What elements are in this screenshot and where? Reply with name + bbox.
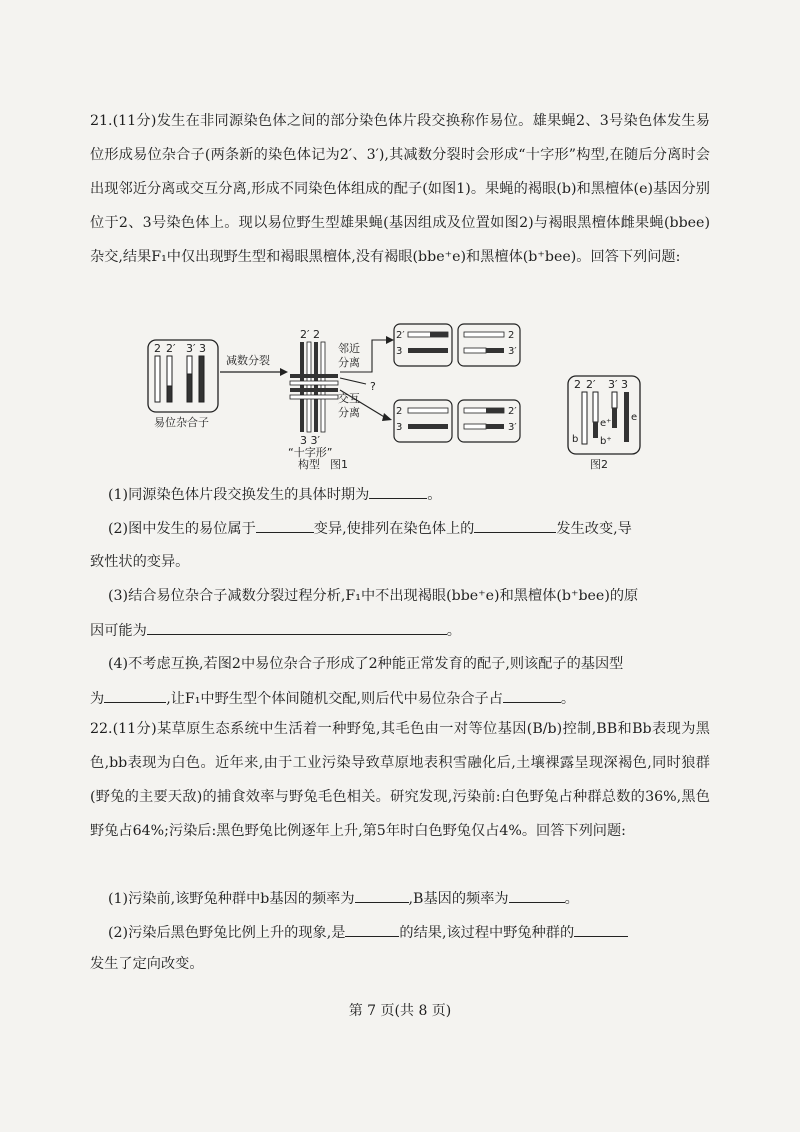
alternate-label: 分离: [338, 406, 360, 419]
q21-2-cont: 致性状的变异。: [90, 554, 190, 570]
cross-bottom-label: 3 3′: [300, 434, 320, 447]
gamete-label: 3′: [508, 346, 517, 357]
chromosome: [167, 356, 172, 386]
gene-e: e: [631, 412, 638, 423]
fig2-label: 2: [574, 378, 581, 391]
cross-configuration: [290, 342, 338, 432]
figure-2-caption: 图2: [590, 458, 608, 471]
gene-eplus: e⁺: [600, 418, 612, 429]
answer-blank[interactable]: [256, 518, 314, 533]
q22-2: (2)污染后黑色野兔比例上升的现象,是 的结果,该过程中野兔种群的: [108, 922, 628, 943]
answer-blank[interactable]: [345, 922, 399, 937]
answer-blank[interactable]: [147, 620, 447, 635]
q22-intro: 22.(11分)某草原生态系统中生活着一种野兔,其毛色由一对等位基因(B/b)控制,BB和Bb表现为黑色,bb表现为白色。近年来,由于工业污染导致草原地表积雪融化后,土壤裸露呈现深褐色,同时狼群(野兔的主要天敌)的捕食效率与野兔毛色相关。研究发现,污染前:白色野兔占种群总数的36%,黑色野兔占64%;污染后:黑色野兔比例逐年上升,第5年时白色野兔仅占4%。回答下列问题:: [90, 721, 710, 839]
gamete-label: 3′: [508, 422, 517, 433]
figure-1: [140, 322, 540, 470]
gamete-label: 2: [396, 406, 403, 417]
chromosome: [187, 356, 192, 374]
adjacent-label: 分离: [338, 356, 360, 369]
gamete-label: 2′: [508, 406, 517, 417]
answer-blank[interactable]: [474, 518, 556, 533]
gamete-box: [394, 400, 452, 442]
gamete-label: 2: [508, 330, 515, 341]
gene-b: b: [572, 434, 579, 445]
gene-bplus: b⁺: [600, 436, 612, 447]
meiosis-label: 减数分裂: [226, 354, 270, 367]
q21-4: (4)不考虑互换,若图2中易位杂合子形成了2种能正常发育的配子,则该配子的基因型: [108, 656, 624, 672]
chromosome: [167, 386, 172, 402]
hetero-label: 2′: [166, 342, 176, 355]
fig2-label: 2′: [586, 378, 596, 391]
cross-caption: 构型: [298, 458, 320, 470]
hetero-label: 3: [199, 342, 206, 355]
q22-1: (1)污染前,该野兔种群中b基因的频率为 ,B基因的频率为 。: [108, 888, 579, 909]
q21-2: (2)图中发生的易位属于 变异,使排列在染色体上的 发生改变,导: [108, 518, 632, 539]
q21-4-cont: 为 ,让F₁中野生型个体间随机交配,则后代中易位杂合子占 。: [90, 688, 575, 709]
answer-blank[interactable]: [104, 688, 166, 703]
page-number: 第 7 页(共 8 页): [348, 1003, 452, 1019]
gamete-label: 3: [396, 422, 403, 433]
alternate-label: 交互: [338, 392, 360, 405]
cross-top-label: 2′ 2: [300, 328, 320, 341]
fig2-label: 3: [621, 378, 628, 391]
q21-1: (1)同源染色体片段交换发生的具体时期为 。: [108, 484, 442, 505]
fig2-label: 3′: [608, 378, 618, 391]
figure-2: [560, 372, 660, 472]
q21-3: (3)结合易位杂合子减数分裂过程分析,F₁中不出现褐眼(bbe⁺e)和黑檀体(b⁺bee)的原: [108, 588, 639, 604]
hetero-caption: 易位杂合子: [154, 416, 209, 429]
figure-1-caption: 图1: [330, 458, 348, 470]
hetero-label: 3′: [186, 342, 196, 355]
chromosome: [187, 374, 192, 402]
hetero-label: 2: [154, 342, 161, 355]
q21-intro: 21.(11分)发生在非同源染色体之间的部分染色体片段交换称作易位。雄果蝇2、3号染色体发生易位形成易位杂合子(两条新的染色体记为2′、3′),其减数分裂时会形成“十字形”构型,在随后分离时会出现邻近分离或交互分离,形成不同染色体组成的配子(如图1)。果蝇的褐眼(b)和黑檀体(e)基因分别位于2、3号染色体上。现以易位野生型雄果蝇(基因组成及位置如图2)与褐眼黑檀体雌果蝇(bbee)杂交,结果F₁中仅出现野生型和褐眼黑檀体,没有褐眼(bbe⁺e)和黑檀体(b⁺bee)。回答下列问题:: [90, 113, 710, 265]
answer-blank[interactable]: [509, 888, 565, 903]
cross-caption: “十字形”: [288, 446, 333, 459]
answer-blank[interactable]: [355, 888, 409, 903]
answer-blank[interactable]: [574, 922, 628, 937]
gamete-label: 3: [396, 346, 403, 357]
question-mark: ?: [370, 380, 376, 393]
chromosome: [155, 356, 160, 402]
answer-blank[interactable]: [503, 688, 561, 703]
q22-2-cont: 发生了定向改变。: [90, 956, 204, 972]
gamete-label: 2′: [396, 330, 405, 341]
q21-3-cont: 因可能为 。: [90, 620, 461, 641]
answer-blank[interactable]: [369, 484, 427, 499]
chromosome: [199, 356, 204, 402]
adjacent-label: 邻近: [338, 342, 360, 355]
